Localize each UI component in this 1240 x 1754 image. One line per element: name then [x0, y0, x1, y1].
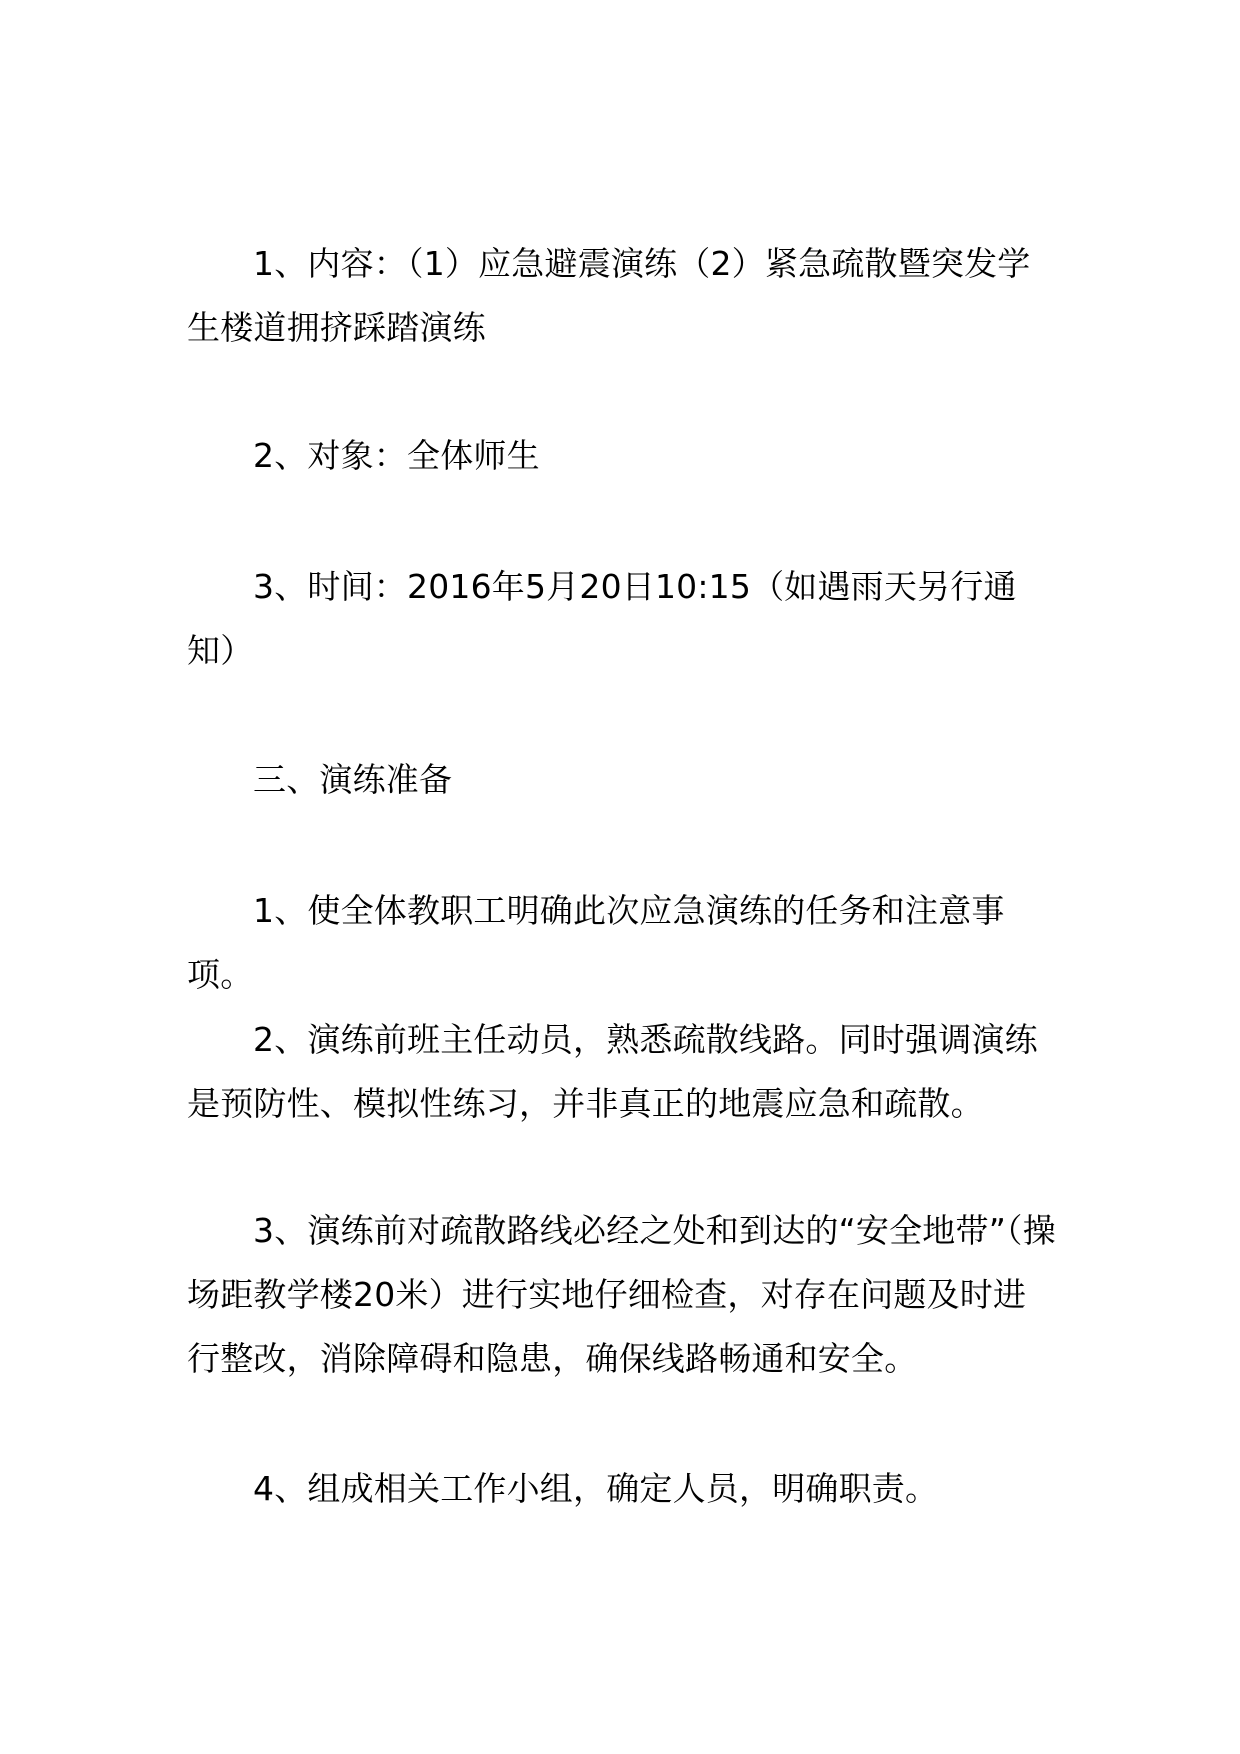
content-item: 1、内容：（1）应急避震演练（2）紧急疏散暨突发学生楼道拥挤踩踏演练 — [187, 244, 1031, 347]
prep-item-4: 4、组成相关工作小组，确定人员，明确职责。 — [253, 1469, 939, 1508]
section-heading: 三、演练准备 — [253, 760, 453, 799]
target-item: 2、对象：全体师生 — [253, 436, 540, 475]
prep-item-3: 3、演练前对疏散路线必经之处和到达的“安全地带”（操场距教学楼20米）进行实地仔细检查，对存在问题及时进行整改，消除障碍和隐患，确保线路畅通和安全。 — [187, 1211, 1056, 1378]
prep-item-1: 1、使全体教职工明确此次应急演练的任务和注意事项。 — [187, 891, 1005, 994]
time-item: 3、时间：2016年5月20日10:15（如遇雨天另行通知） — [187, 567, 1017, 670]
prep-item-2: 2、演练前班主任动员，熟悉疏散线路。同时强调演练是预防性、模拟性练习，并非真正的地震应急和疏散。 — [187, 1020, 1038, 1123]
